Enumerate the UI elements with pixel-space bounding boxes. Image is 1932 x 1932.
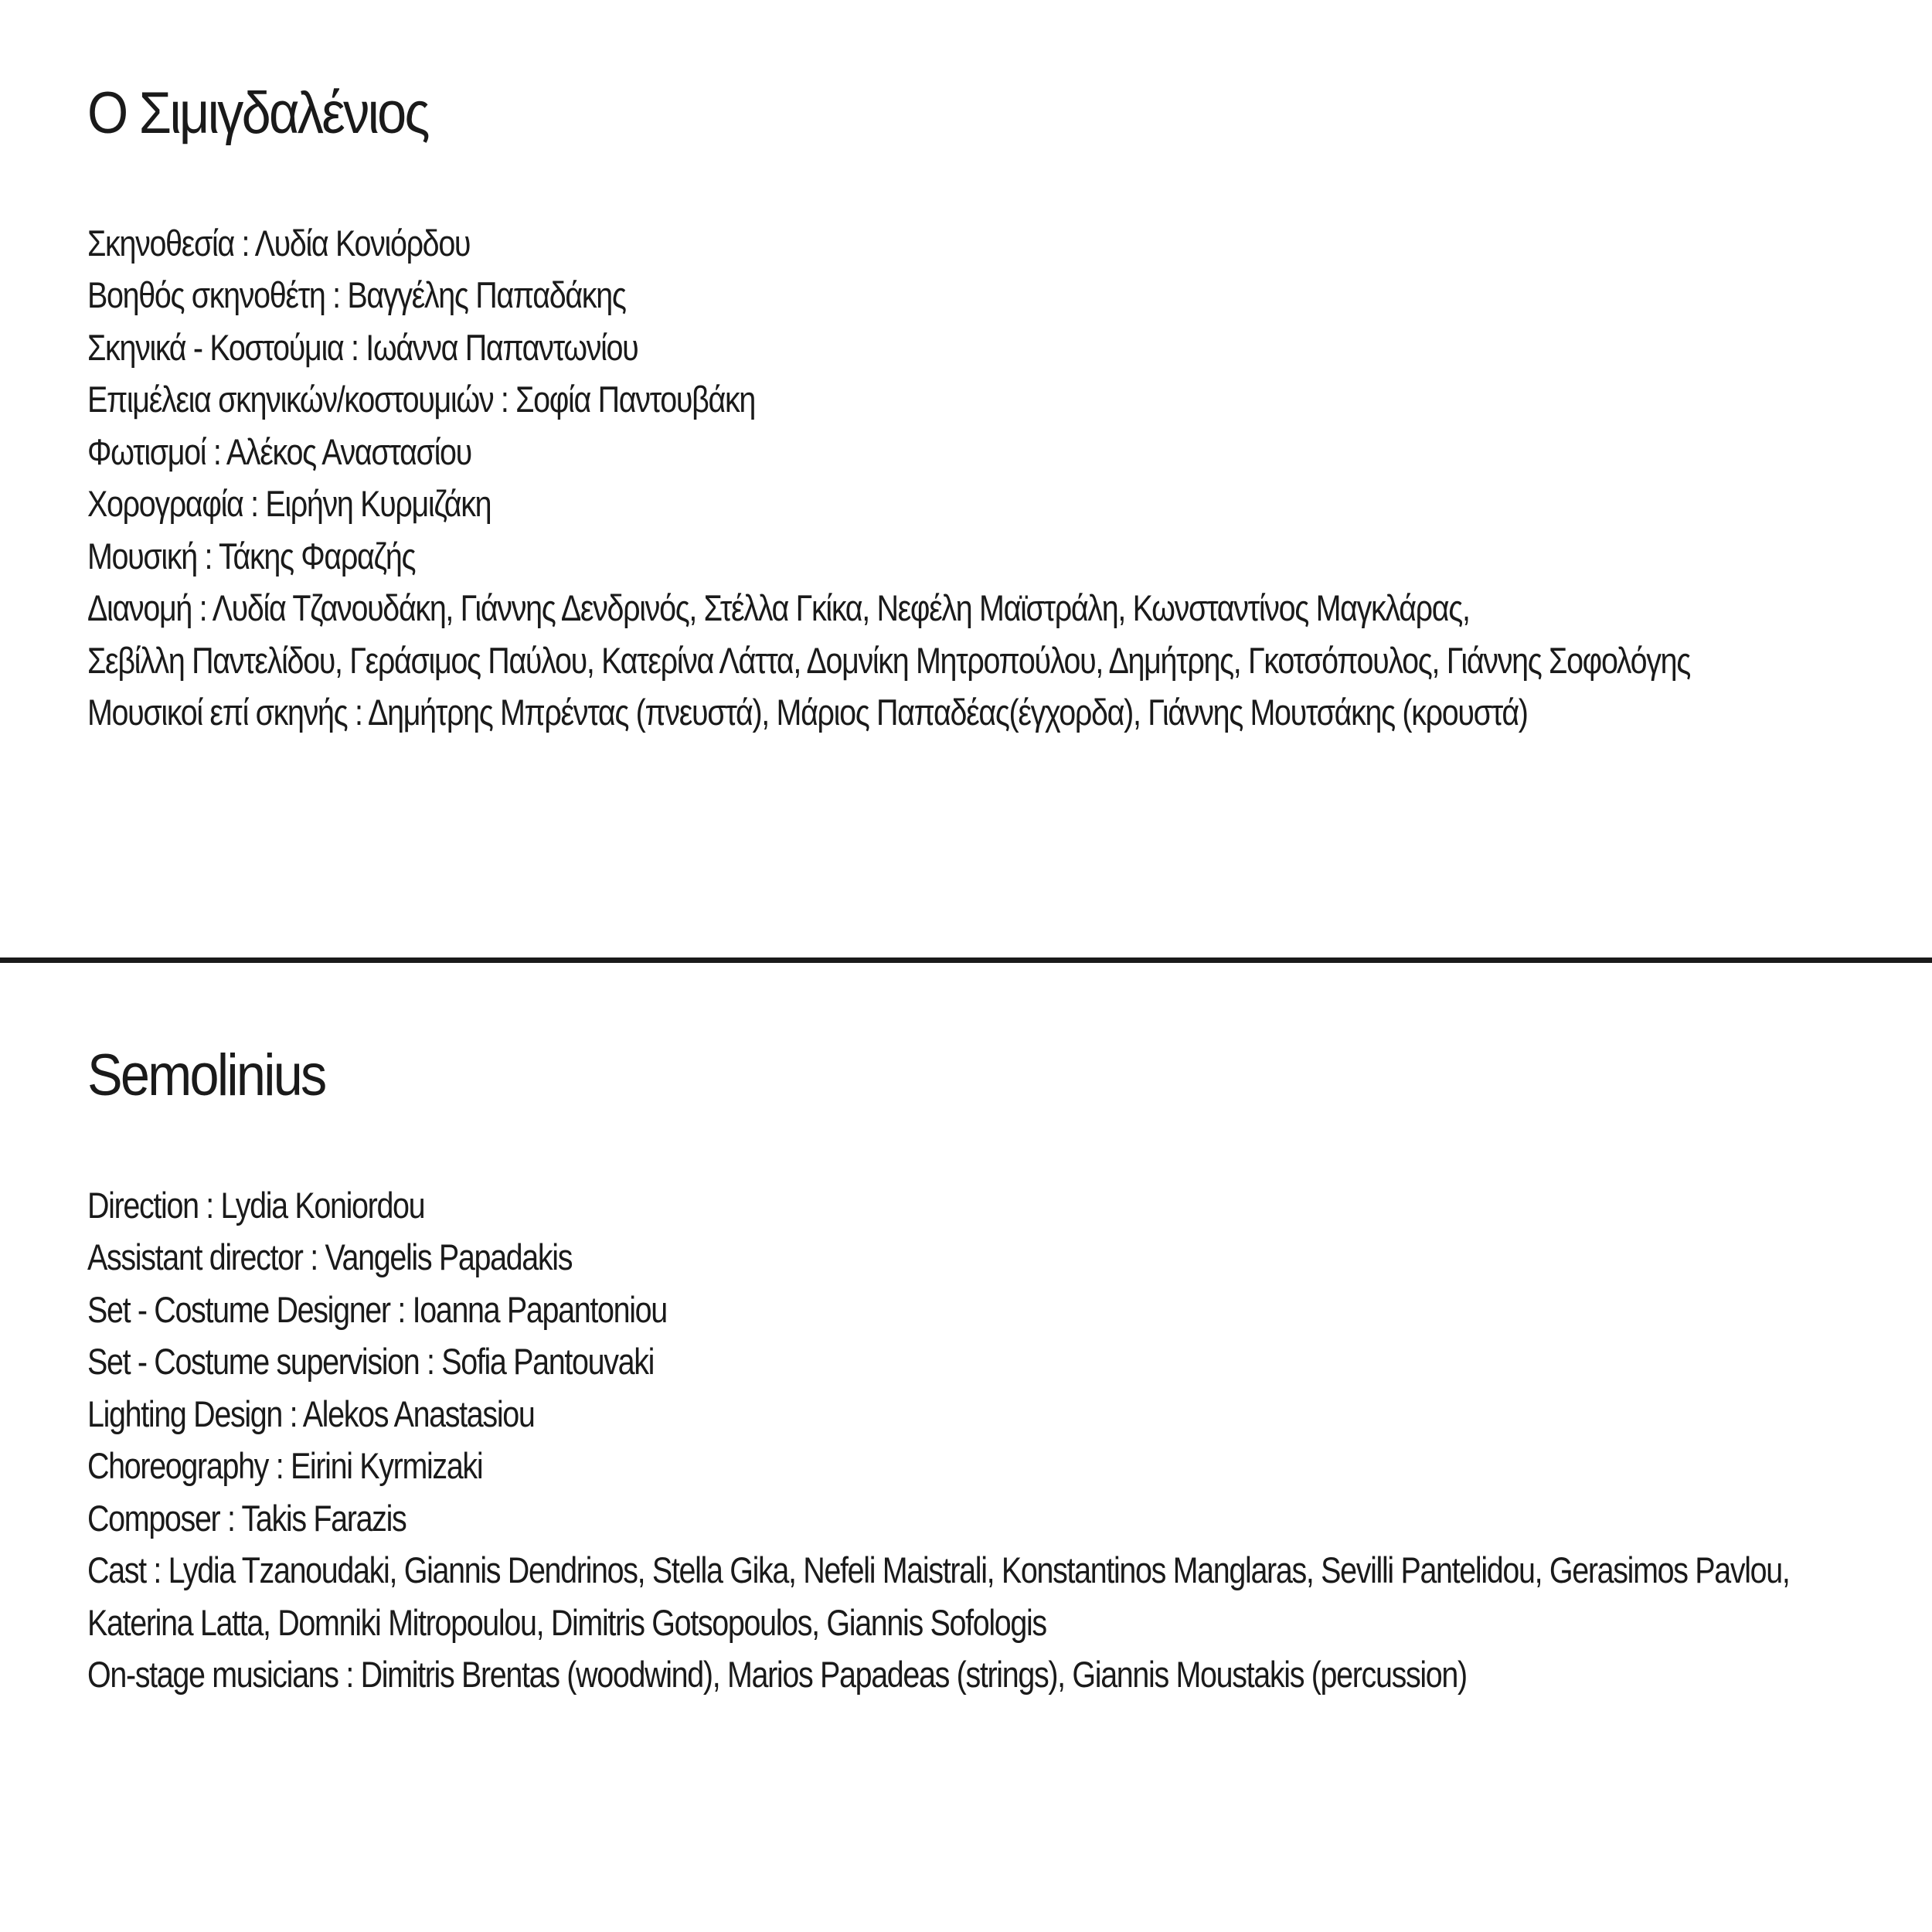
greek-title: Ο Σιμιγδαλένιος bbox=[87, 80, 428, 146]
section-divider bbox=[0, 957, 1932, 963]
greek-credit-line-supervision: Επιμέλεια σκηνικών/κοστουμιών : Σοφία Παντουβάκη bbox=[87, 379, 756, 420]
english-credit-line-cast-2: Katerina Latta, Domniki Mitropoulou, Dimitris Gotsopoulos, Giannis Sofologis bbox=[87, 1601, 1046, 1643]
english-credit-line-supervision: Set - Costume supervision : Sofia Pantouvaki bbox=[87, 1341, 655, 1383]
english-credit-line-assistant-director: Assistant director : Vangelis Papadakis bbox=[87, 1236, 573, 1278]
greek-credit-line-direction: Σκηνοθεσία : Λυδία Κονιόρδου bbox=[87, 222, 471, 264]
greek-credit-line-assistant-director: Βοηθός σκηνοθέτη : Βαγγέλης Παπαδάκης bbox=[87, 274, 626, 316]
english-credit-line-choreography: Choreography : Eirini Kyrmizaki bbox=[87, 1445, 483, 1487]
english-credits-list bbox=[87, 1179, 1896, 1701]
greek-credit-line-choreography: Χορογραφία : Ειρήνη Κυρμιζάκη bbox=[87, 483, 492, 525]
english-credit-line-direction: Direction : Lydia Koniordou bbox=[87, 1184, 425, 1226]
greek-credit-line-set-costumes: Σκηνικά - Κοστούμια : Ιωάννα Παπαντωνίου bbox=[87, 326, 638, 368]
english-credit-line-lighting: Lighting Design : Alekos Anastasiou bbox=[87, 1393, 535, 1434]
greek-credit-line-cast-1: Διανομή : Λυδία Τζανουδάκη, Γιάννης Δενδρινός, Στέλλα Γκίκα, Νεφέλη Μαϊστράλη, Κωνσταντίνος Μαγκλάρας, bbox=[87, 587, 1470, 629]
english-credit-line-composer: Composer : Takis Farazis bbox=[87, 1497, 406, 1539]
greek-credits-list bbox=[87, 217, 1896, 739]
english-credit-line-cast-1: Cast : Lydia Tzanoudaki, Giannis Dendrinos, Stella Gika, Nefeli Maistrali, Konstantinos Manglaras, Sevilli Pantelidou, Gerasimos Pavlou, bbox=[87, 1549, 1790, 1591]
greek-credit-line-musicians: Μουσικοί επί σκηνής : Δημήτρης Μπρέντας (πνευστά), Μάριος Παπαδέας(έγχορδα), Γιάννης Μουτσάκης (κρουστά) bbox=[87, 692, 1528, 733]
greek-credit-line-music: Μουσική : Τάκης Φαραζής bbox=[87, 535, 416, 577]
greek-credit-line-lighting: Φωτισμοί : Αλέκος Αναστασίου bbox=[87, 430, 471, 472]
english-credit-line-set-costume-designer: Set - Costume Designer : Ioanna Papantoniou bbox=[87, 1288, 667, 1330]
greek-credit-line-cast-2: Σεβίλλη Παντελίδου, Γεράσιμος Παύλου, Κατερίνα Λάττα, Δομνίκη Μητροπούλου, Δημήτρης, Γκοτσόπουλος, Γιάννης Σοφολόγης bbox=[87, 639, 1690, 681]
greek-credits-section bbox=[87, 81, 1896, 739]
english-credits-section bbox=[87, 1043, 1896, 1701]
english-credit-line-musicians: On-stage musicians : Dimitris Brentas (woodwind), Marios Papadeas (strings), Giannis Moustakis (percussion) bbox=[87, 1654, 1467, 1696]
english-title: Semolinius bbox=[87, 1043, 325, 1108]
